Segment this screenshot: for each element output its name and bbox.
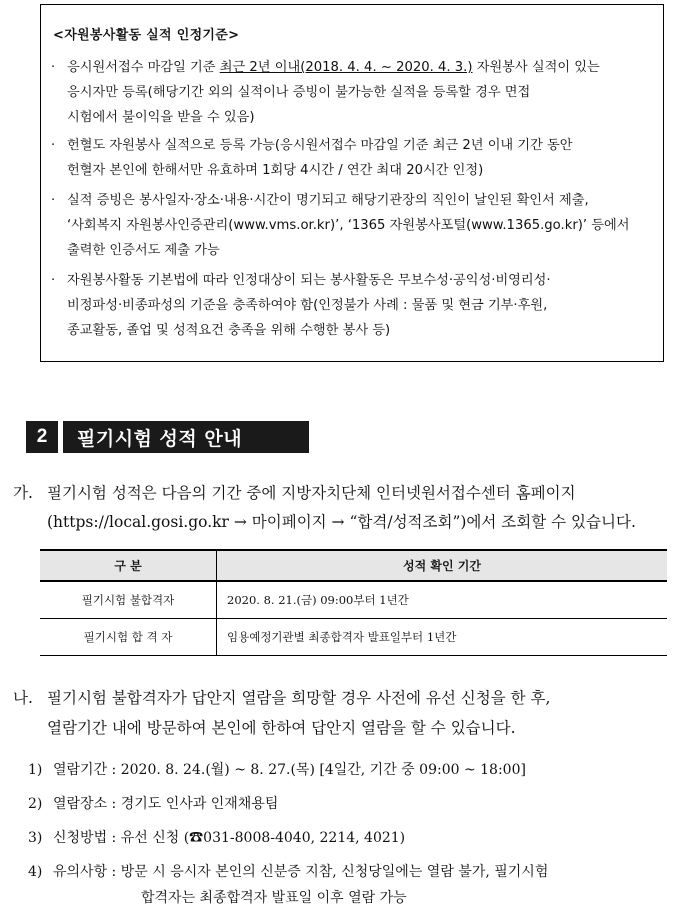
paragraph-ga-line-1: 필기시험 성적은 다음의 기간 중에 지방자치단체 인터넷원서접수센터 홈페이지 xyxy=(47,484,576,502)
table-header-category: 구 분 xyxy=(40,550,217,581)
paragraph-na-line-2: 열람기간 내에 방문하여 본인에 한하여 답안지 열람을 할 수 있습니다. xyxy=(47,719,516,737)
bullet-2-line-1: 헌혈도 자원봉사 실적으로 등록 가능(응시원서접수 마감일 기준 최근 2년 이내 기간 동안 xyxy=(67,138,573,153)
item-label: 열람기간 : xyxy=(53,762,117,778)
paragraph-marker: 가. xyxy=(13,484,33,502)
item-value: 경기도 인사과 인재채용팀 xyxy=(120,796,279,812)
list-item-viewing-place xyxy=(28,793,278,813)
bullet-mark: · xyxy=(51,193,56,208)
paragraph-marker: 나. xyxy=(13,689,33,707)
list-item-notes-continued: 합격자는 최종합격자 발표일 이후 열람 가능 xyxy=(141,890,407,906)
bullet-3-line-2: ‘사회복지 자원봉사인증관리(www.vms.or.kr)’, ‘1365 자원봉사포털(www.1365.go.kr)’ 등에서 xyxy=(67,218,630,233)
item-number: 1) xyxy=(28,762,43,778)
bullet-1-line-2: 응시자만 등록(해당기간 외의 실적이나 증빙이 불가능한 실적을 등록할 경우 면접 xyxy=(67,85,531,100)
bullet-2-line-2: 헌혈자 본인에 한해서만 유효하며 1회당 4시간 / 연간 최대 20시간 인정) xyxy=(67,163,484,178)
table-header-row xyxy=(40,550,667,581)
bullet-3-line-1: 실적 증빙은 봉사일자·장소·내용·시간이 명기되고 해당기관장의 직인이 날인된 확인서 제출, xyxy=(67,193,589,208)
item-number: 3) xyxy=(28,830,43,846)
bullet-1-line-1: 응시원서접수 마감일 기준 최근 2년 이내(2018. 4. 4. ~ 2020. 4. 3.) 자원봉사 실적이 있는 xyxy=(67,60,600,75)
item-label: 열람장소 : xyxy=(53,796,117,812)
bullet-4-line-3: 종교활동, 졸업 및 성적요건 충족을 위해 수행한 봉사 등) xyxy=(67,323,391,338)
table-cell-category: 필기시험 합 격 자 xyxy=(40,619,217,656)
table-cell-category: 필기시험 불합격자 xyxy=(40,581,217,619)
section-title: 필기시험 성적 안내 xyxy=(63,421,309,453)
item-value: 방문 시 응시자 본인의 신분증 지참, 신청당일에는 열람 불가, 필기시험 xyxy=(120,864,549,880)
score-check-table xyxy=(40,549,667,656)
table-row xyxy=(40,619,667,656)
paragraph-na-line-1: 필기시험 불합격자가 답안지 열람을 희망할 경우 사전에 유선 신청을 한 후, xyxy=(47,689,551,707)
table-header-period: 성적 확인 기간 xyxy=(217,550,668,581)
item-number: 2) xyxy=(28,796,43,812)
item-value: 2020. 8. 24.(월) ~ 8. 27.(목) [4일간, 기간 중 09:00 ~ 18:00] xyxy=(120,762,526,778)
bullet-mark: · xyxy=(51,60,56,75)
period-underline: 최근 2년 이내(2018. 4. 4. ~ 2020. 4. 3.) xyxy=(219,60,473,75)
criteria-bullet-1 xyxy=(67,55,657,130)
item-value: 유선 신청 (☎031-8008-4040, 2214, 4021) xyxy=(120,830,406,846)
paragraph-ga-line-2: (https://local.gosi.go.kr → 마이페이지 → “합격/성적조회”)에서 조회할 수 있습니다. xyxy=(47,513,636,531)
criteria-bullet-3 xyxy=(67,188,657,263)
list-item-viewing-period xyxy=(28,759,526,779)
criteria-bullet-2 xyxy=(67,133,657,183)
item-number: 4) xyxy=(28,864,43,880)
bullet-mark: · xyxy=(51,138,56,153)
table-row xyxy=(40,581,667,619)
bullet-4-line-1: 자원봉사활동 기본법에 따라 인정대상이 되는 봉사활동은 무보수성·공익성·비영리성· xyxy=(67,273,551,288)
item-label: 신청방법 : xyxy=(53,830,117,846)
bullet-mark: · xyxy=(51,273,56,288)
bullet-1-line-3: 시험에서 불이익을 받을 수 있음) xyxy=(67,110,255,125)
table-cell-period: 2020. 8. 21.(금) 09:00부터 1년간 xyxy=(217,581,668,619)
item-label: 유의사항 : xyxy=(53,864,117,880)
bullet-3-line-3: 출력한 인증서도 제출 가능 xyxy=(67,243,220,258)
criteria-box-title: <자원봉사활동 실적 인정기준> xyxy=(53,28,240,43)
bullet-4-line-2: 비정파성·비종파성의 기준을 충족하여야 함(인정불가 사례 : 물품 및 현금 기부·후원, xyxy=(67,298,548,313)
criteria-box xyxy=(40,4,664,362)
table-cell-period: 임용예정기관별 최종합격자 발표일부터 1년간 xyxy=(217,619,668,656)
list-item-notes xyxy=(28,861,548,881)
section-number: 2 xyxy=(26,421,58,453)
criteria-bullet-4 xyxy=(67,268,657,343)
list-item-application-method xyxy=(28,827,405,847)
